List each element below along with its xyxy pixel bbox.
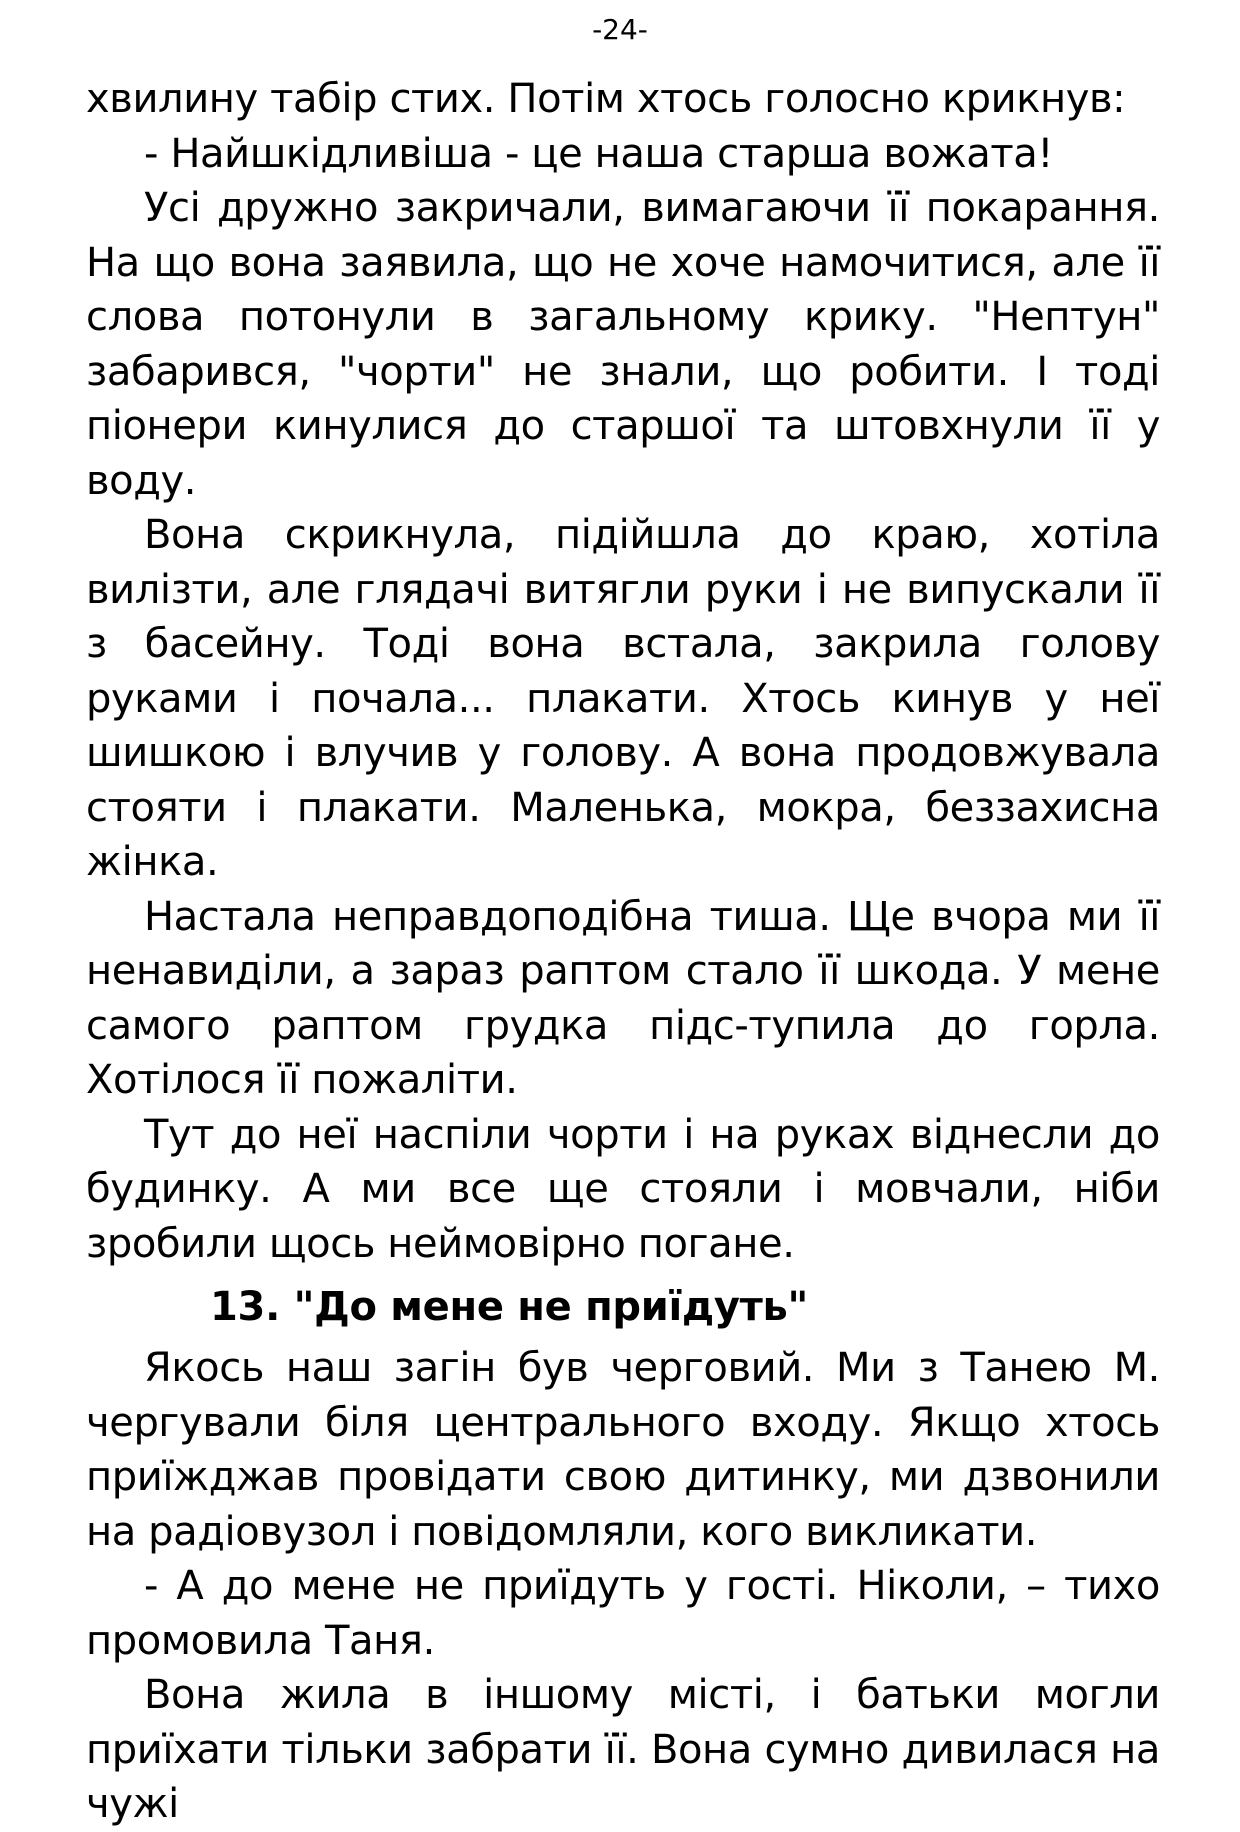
paragraph: Тут до неї наспіли чорти і на руках віднесли до будинку. А ми все ще стояли і мовчали, ніби зробили щось неймовірно погане. [86, 1111, 1160, 1267]
paragraph: Усі дружно закричали, вимагаючи її покарання. На що вона заявила, що не хоче намочитися, але її слова потонули в загальному крику. "Нептун" забарився, "чорти" не знали, що робити. І тоді піонери кинулися до старшої та штовхнули її у воду. [86, 185, 1160, 504]
paragraph: Вона скрикнула, підійшла до краю, хотіла вилізти, але глядачі витягли руки і не випускали її з басейну. Тоді вона встала, закрила голову руками і почала... плакати. Хтось кинув у неї шишкою і влучив у голову. А вона продовжувала стояти і плакати. Маленька, мокра, беззахисна жінка. [86, 512, 1160, 885]
paragraph: хвилину табір стих. Потім хтось голосно крикнув: [86, 76, 1126, 122]
paragraph: Настала неправдоподібна тиша. Ще вчора ми її ненавиділи, а зараз раптом стало її шкода. У мене самого раптом грудка підс-тупила до горла. Хотілося її пожаліти. [86, 893, 1160, 1103]
paragraph: - Найшкідливіша - це наша старша вожата! [144, 130, 1054, 177]
chapter-heading: 13. "До мене не приїдуть" [210, 1284, 809, 1330]
paragraph: Якось наш загін був черговий. Ми з Танею М. чергували біля центрального входу. Якщо хтось приїжджав провідати свою дитинку, ми дзвонили на радіовузол і повідомляли, кого викликати. [86, 1345, 1160, 1555]
paragraph: - А до мене не приїдуть у гості. Ніколи, – тихо промовила Таня. [86, 1563, 1160, 1664]
paragraph: Вона жила в іншому місті, і батьки могли приїхати тільки забрати її. Вона сумно дивилася на чужі [86, 1672, 1160, 1827]
page-number: -24- [592, 13, 648, 46]
page-content [86, 72, 1160, 1832]
